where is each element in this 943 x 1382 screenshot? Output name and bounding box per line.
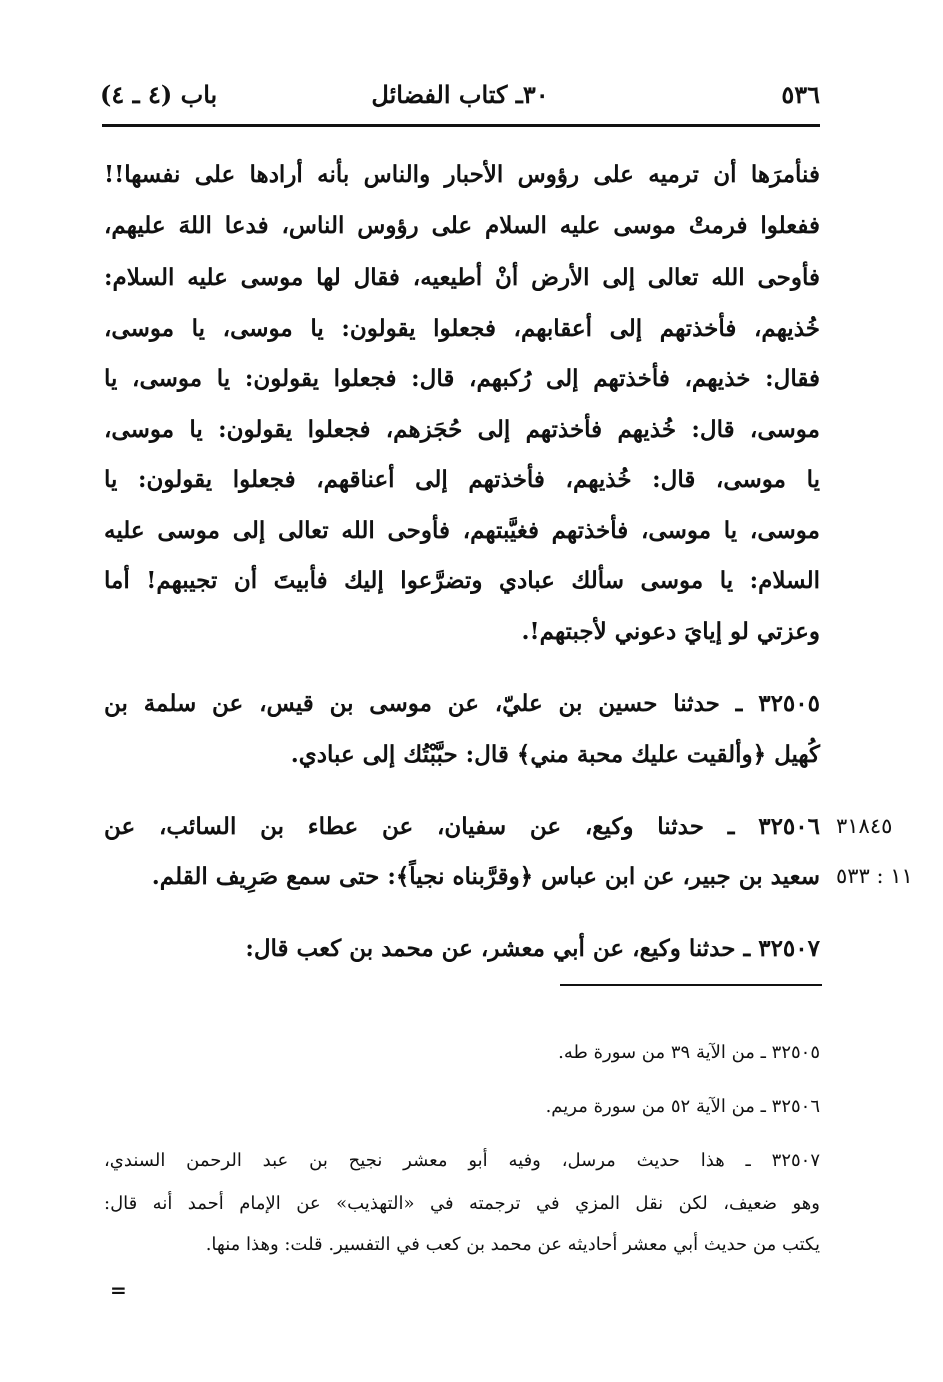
margin-ref-volume: ١١ : ٥٣٣ [836,864,913,888]
continuation-mark: = [110,1278,127,1302]
hadith-line: سعيد بن جبير، عن ابن عباس ﴿وقرَّبناه نجياً﴾: حتى سمع صَرِيف القلم. [151,863,820,890]
text-line: فأوحى الله تعالى إلى الأرض أنْ أطيعيه، فقال لها موسى عليه السلام: [104,264,820,291]
text-line: موسى، قال: خُذيهم فأخذتهم إلى حُجَزهم، فجعلوا يقولون: يا موسى، [104,416,820,443]
text-line: وعزتي لو إيايَ دعوني لأجبتهم!. [521,618,820,645]
text-line: فقال: خذيهم، فأخذتهم إلى رُكبهم، قال: فجعلوا يقولون: يا موسى، يا [104,365,820,392]
footnote-32507-line: وهو ضعيف، لكن نقل المزي في ترجمته في «التهذيب» عن الإمام أحمد أنه قال: [104,1193,820,1214]
header-rule [102,124,820,127]
text-line: فنأمرَها أن ترميه على رؤوس الأحبار والناس بأنه أرادها على نفسها!! [104,161,820,188]
chapter-label: باب (٤ ـ ٤) [100,80,218,109]
footnote-32505: ٣٢٥٠٥ ـ من الآية ٣٩ من سورة طه. [558,1042,820,1063]
hadith-line: ٣٢٥٠٧ ـ حدثنا وكيع، عن أبي معشر، عن محمد بن كعب قال: [245,935,820,962]
text-line: السلام: يا موسى سألك عبادي وتضرَّعوا إليك فأبيتَ أن تجيبهم! أما [104,567,820,594]
footnote-32506: ٣٢٥٠٦ ـ من الآية ٥٢ من سورة مريم. [545,1096,820,1117]
page-number: ٥٣٦ [781,80,820,109]
hadith-line: كُهيل ﴿وألقيت عليك محبة مني﴾ قال: حبَّبْتُك إلى عبادي. [290,741,820,768]
text-line: ففعلوا فرمتْ موسى عليه السلام على رؤوس الناس، فدعا اللهَ عليهم، [104,212,820,239]
text-line: يا موسى، قال: خُذيهم، فأخذتهم إلى أعناقهم، فجعلوا يقولون: يا [104,466,820,493]
footnote-rule [560,984,822,986]
hadith-line: ٣٢٥٠٥ ـ حدثنا حسين بن عليّ، عن موسى بن قيس، عن سلمة بن [104,690,820,717]
hadith-line: ٣٢٥٠٦ ـ حدثنا وكيع، عن سفيان، عن عطاء بن السائب، عن [104,813,820,840]
book-title: ٣٠ـ كتاب الفضائل [371,80,549,109]
margin-ref-number: ٣١٨٤٥ [836,814,893,838]
page-header [100,80,820,124]
footnote-32507-line: يكتب من حديث أبي معشر أحاديثه عن محمد بن كعب في التفسير. قلت: وهذا منها. [205,1234,820,1255]
text-line: خُذيهم، فأخذتهم إلى أعقابهم، فجعلوا يقولون: يا موسى، يا موسى، [104,315,820,342]
footnote-32507-line: ٣٢٥٠٧ ـ هذا حديث مرسل، وفيه أبو معشر نجيح بن عبد الرحمن السندي، [104,1150,820,1171]
text-line: موسى، يا موسى، فأخذتهم فغيَّبتهم، فأوحى الله تعالى إلى موسى عليه [104,517,820,544]
